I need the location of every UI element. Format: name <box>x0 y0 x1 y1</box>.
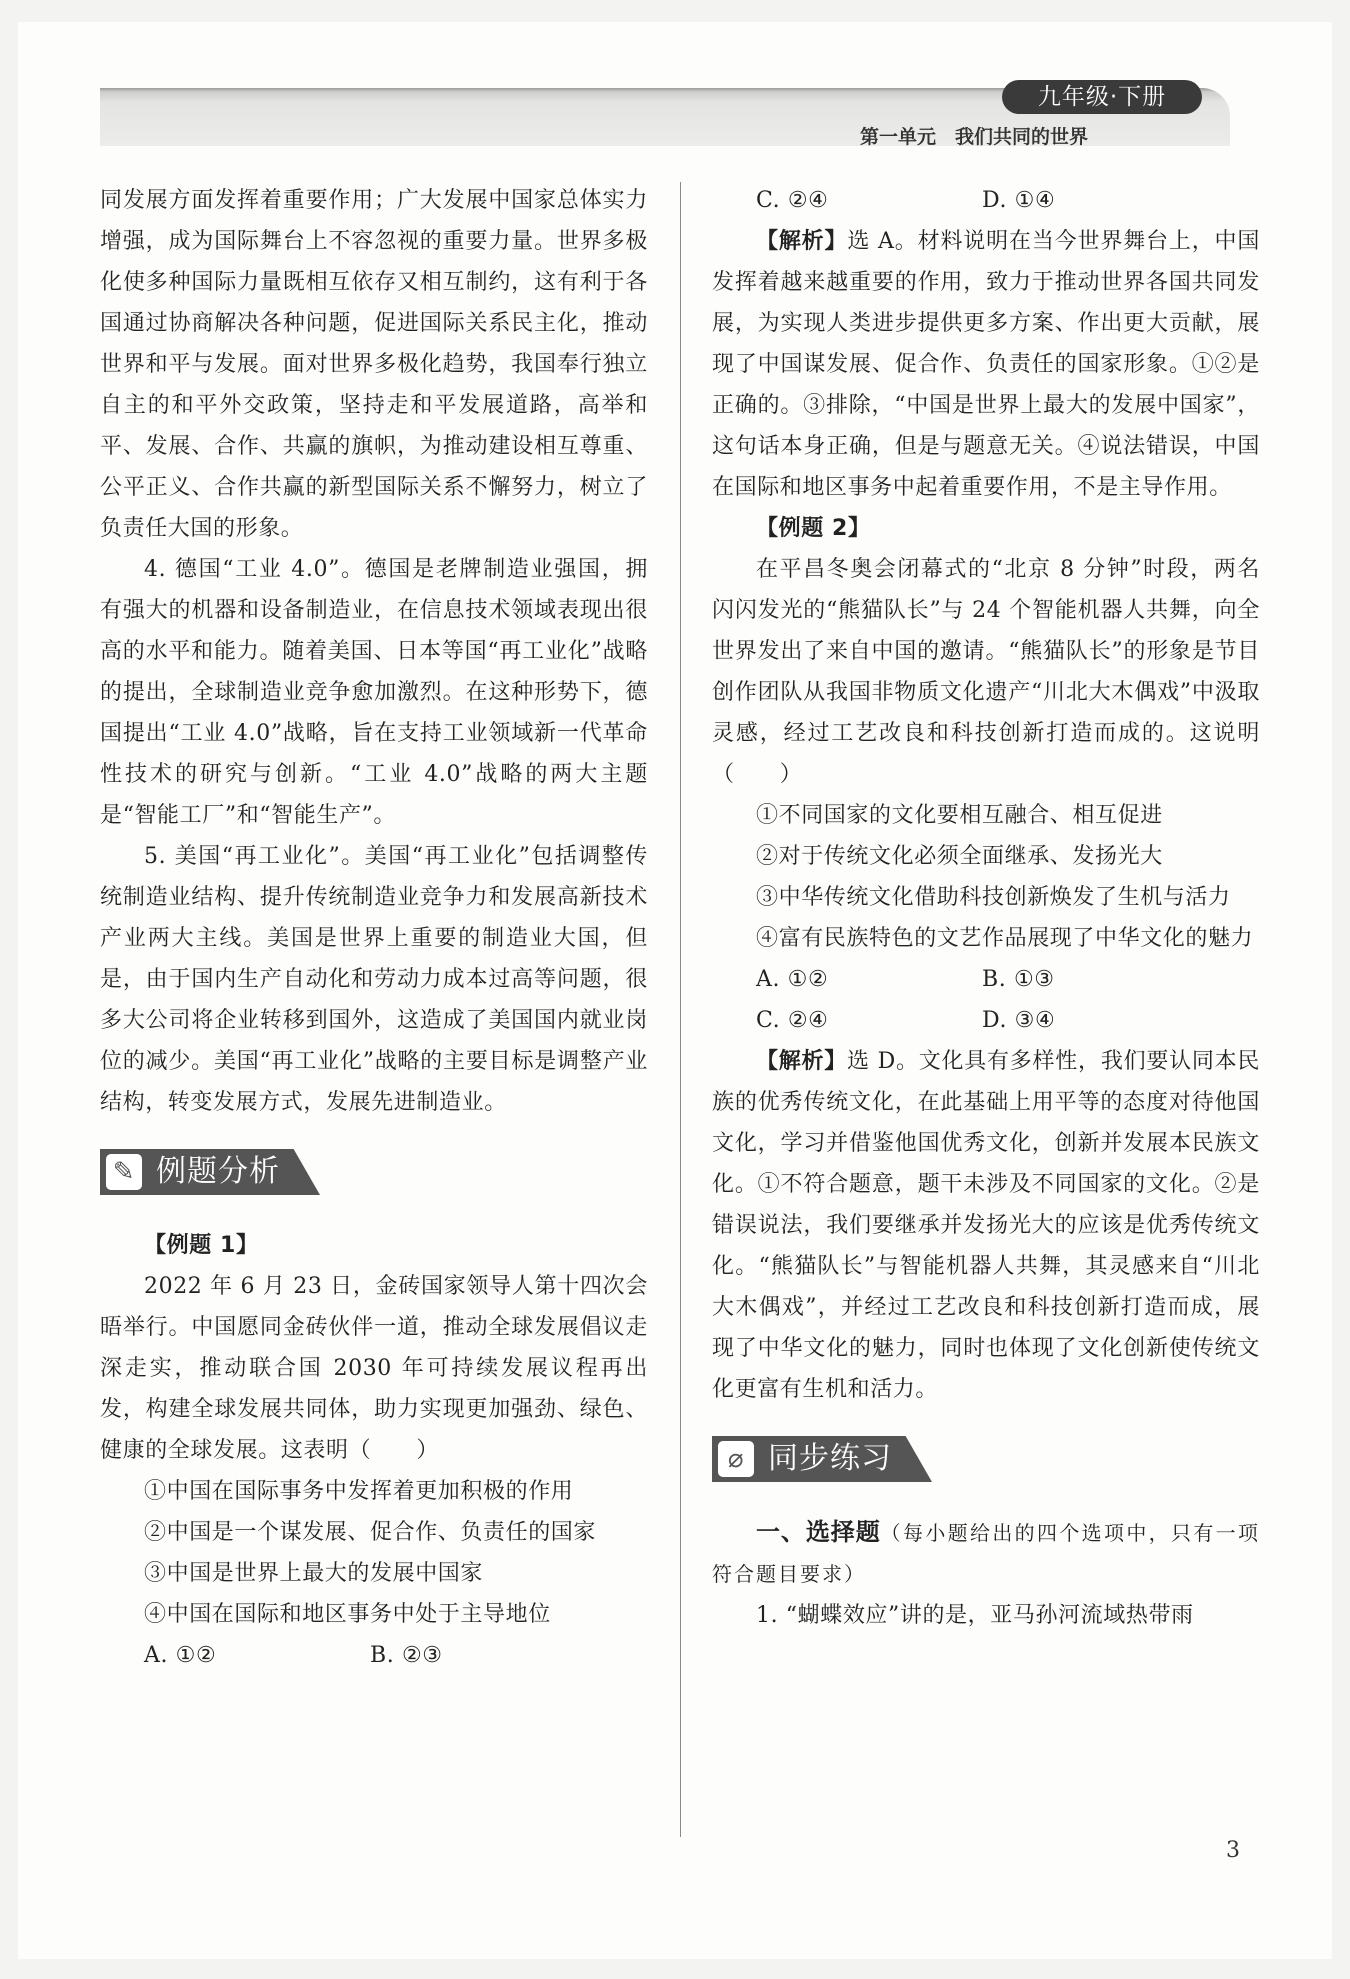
analysis-label: 【解析】 <box>756 229 848 254</box>
example-1-choices-cd <box>712 180 1260 221</box>
unit-title: 第一单元 我们共同的世界 <box>860 126 1089 148</box>
choice-c: C. ②④ <box>756 1008 829 1033</box>
example-2-label: 【例题 2】 <box>756 516 871 541</box>
example-2-statement-3: ③中华传统文化借助科技创新焕发了生机与活力 <box>756 885 1231 910</box>
example-1-choices-ab <box>100 1635 648 1676</box>
paragraph-multipolarity: 同发展方面发挥着重要作用；广大发展中国家总体实力增强，成为国际舞台上不容忽视的重要力量。世界多极化使多种国际力量既相互依存又相互制约，这有利于各国通过协商解决各种问题，促进国际关系民主化，推动世界和平与发展。面对世界多极化趋势，我国奉行独立自主的和平外交政策，坚持走和平发展道路，高举和平、发展、合作、共赢的旗帜，为推动建设相互尊重、公平正义、合作共赢的新型国际关系不懈努力，树立了负责任大国的形象。 <box>100 188 648 541</box>
example-1-stem: 2022 年 6 月 23 日，金砖国家领导人第十四次会晤举行。中国愿同金砖伙伴一道，推动全球发展倡议走深走实，推动联合国 2030 年可持续发展议程再出发，构建全球发展共同体，助力实现更加强劲、绿色、健康的全球发展。这表明（ ） <box>100 1274 648 1463</box>
choice-b: B. ②③ <box>370 1643 443 1668</box>
example-1-statement-2: ②中国是一个谋发展、促合作、负责任的国家 <box>144 1520 597 1545</box>
paragraph-us-reindustrialization: 5. 美国“再工业化”。美国“再工业化”包括调整传统制造业结构、提升传统制造业竞争力和发展高新技术产业两大主线。美国是世界上重要的制造业大国，但是，由于国内生产自动化和劳动力成本过高等问题，很多大公司将企业转移到国外，这造成了美国国内就业岗位的减少。美国“再工业化”战略的主要目标是调整产业结构，转变发展方式，发展先进制造业。 <box>100 844 648 1115</box>
choice-a: A. ①② <box>756 967 829 992</box>
paragraph-germany-industry: 4. 德国“工业 4.0”。德国是老牌制造业强国，拥有强大的机器和设备制造业，在信息技术领域表现出很高的水平和能力。随着美国、日本等国“再工业化”战略的提出，全球制造业竞争愈加激烈。在这种形势下，德国提出“工业 4.0”战略，旨在支持工业领域新一代革命性技术的研究与创新。“工业 4.0”战略的两大主题是“智能工厂”和“智能生产”。 <box>100 557 648 828</box>
example-1-label: 【例题 1】 <box>144 1233 259 1258</box>
example-2-stem: 在平昌冬奥会闭幕式的“北京 8 分钟”时段，两名闪闪发光的“熊猫队长”与 24 个智能机器人共舞，向全世界发出了来自中国的邀请。“熊猫队长”的形象是节目创作团队从我国非物质文化遗产“川北大木偶戏”中汲取灵感，经过工艺改良和科技创新打造而成的。这说明（ ） <box>712 557 1260 787</box>
example-1-statement-1: ①中国在国际事务中发挥着更加积极的作用 <box>144 1479 574 1504</box>
example-1-statement-3: ③中国是世界上最大的发展中国家 <box>144 1561 484 1586</box>
section-banner-example-analysis <box>100 1149 648 1195</box>
example-2-statement-1: ①不同国家的文化要相互融合、相互促进 <box>756 803 1163 828</box>
example-2-choices-cd <box>712 1000 1260 1041</box>
example-2-statement-2: ②对于传统文化必须全面继承、发扬光大 <box>756 844 1163 869</box>
choice-b: B. ①③ <box>982 967 1055 992</box>
analysis-label: 【解析】 <box>756 1049 848 1074</box>
analysis-text: 选 D。文化具有多样性，我们要认同本民族的优秀传统文化，在此基础上用平等的态度对待他国文化，学习并借鉴他国优秀文化，创新并发展本民族文化。①不符合题意，题干未涉及不同国家的文化。②是错误说法，我们要继承并发扬光大的应该是优秀传统文化。“熊猫队长”与智能机器人共舞，其灵感来自“川北大木偶戏”，并经过工艺改良和科技创新打造而成，展现了中华文化的魅力，同时也体现了文化创新使传统文化更富有生机和活力。 <box>712 1049 1260 1402</box>
column-divider <box>680 182 681 1837</box>
page-number: 3 <box>1226 1838 1240 1863</box>
section-title: 一、选择题 <box>756 1518 881 1546</box>
example-1-analysis <box>712 221 1260 508</box>
left-column <box>100 180 648 1676</box>
section-heading <box>712 1512 1260 1595</box>
question-1: 1. “蝴蝶效应”讲的是，亚马孙河流域热带雨 <box>756 1603 1194 1628</box>
example-1-statement-4: ④中国在国际和地区事务中处于主导地位 <box>144 1602 551 1627</box>
choice-d: D. ①④ <box>982 188 1056 213</box>
grade-badge: 九年级·下册 <box>1002 80 1202 114</box>
banner-title: 例题分析 <box>156 1154 280 1189</box>
example-2-statement-4: ④富有民族特色的文艺作品展现了中华文化的魅力 <box>756 926 1254 951</box>
choice-d: D. ③④ <box>982 1008 1056 1033</box>
section-note: （每小题给出的四个选项中，只有一项符合题目要求） <box>712 1521 1261 1586</box>
example-2-choices-ab <box>712 959 1260 1000</box>
example-2-analysis <box>712 1041 1260 1410</box>
right-column <box>712 180 1260 1636</box>
analysis-text: 选 A。材料说明在当今世界舞台上，中国发挥着越来越重要的作用，致力于推动世界各国共同发展，为实现人类进步提供更多方案、作出更大贡献，展现了中国谋发展、促合作、负责任的国家形象。①②是正确的。③排除，“中国是世界上最大的发展中国家”，这句话本身正确，但是与题意无关。④说法错误，中国在国际和地区事务中起着重要作用，不是主导作用。 <box>712 229 1260 500</box>
section-banner-practice <box>712 1436 1260 1482</box>
paperclip-icon: ⌀ <box>718 1441 754 1477</box>
pencil-icon: ✎ <box>106 1154 142 1190</box>
banner-title: 同步练习 <box>768 1441 892 1476</box>
choice-c: C. ②④ <box>756 188 829 213</box>
choice-a: A. ①② <box>144 1643 217 1668</box>
